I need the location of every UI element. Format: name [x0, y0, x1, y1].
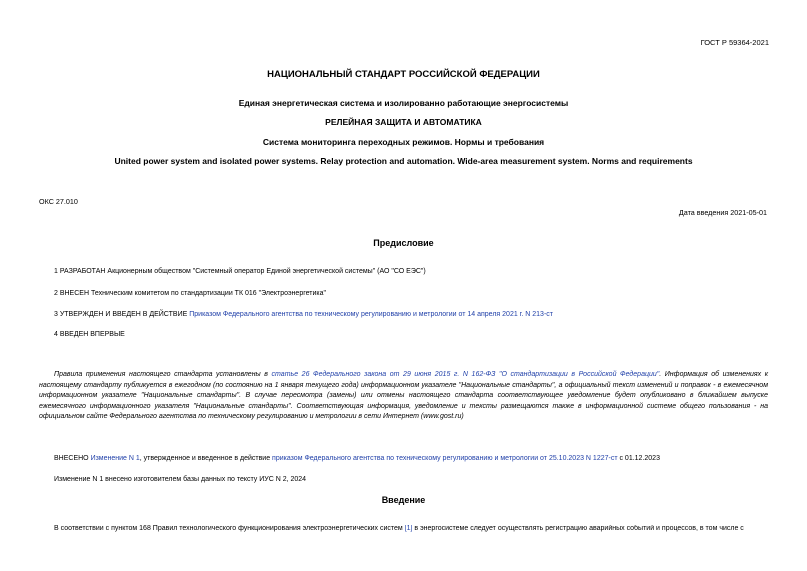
amendment-line — [54, 455, 660, 462]
rules-text-2: . Информация об изменениях к настоящему стандарту публикуется в ежегодном (по состоянию на 1 января текущего года) информационном указателе "Национальные стандарты", а официальный текст изменений и поправок - в ежемесячном информационном указателе "Национальные стандарты". В случае пересмотра (замены) или отмены настоящего стандарта соответствующее уведомление будет опубликовано в ближайшем выпуске ежемесячного информационного указателя "Национальные стандарты". Соответствующая информация, уведомление и тексты размещаются также в информационной системе общего пользования - на официальном сайте Федерального агентства по техническому регулированию и метрологии в сети Интернет (www.gost.ru) — [39, 371, 768, 421]
introduction-text — [54, 525, 770, 532]
amendment-link[interactable]: Изменение N 1 — [90, 455, 140, 462]
preface-item-2: 2 ВНЕСЕН Техническим комитетом по стандартизации ТК 016 "Электроэнергетика" — [54, 290, 326, 297]
subtitle: Система мониторинга переходных режимов. Нормы и требования — [262, 137, 545, 147]
amendment-middle: , утвержденное и введенное в действие — [139, 455, 273, 462]
gost-number: ГОСТ Р 59364-2021 — [700, 38, 769, 47]
introduction-heading: Введение — [381, 495, 426, 505]
rules-text-1: Правила применения настоящего стандарта установлены в — [54, 371, 272, 378]
relay-title: РЕЛЕЙНАЯ ЗАЩИТА И АВТОМАТИКА — [325, 117, 482, 127]
preface-item-3 — [54, 311, 553, 318]
rules-paragraph — [39, 370, 768, 423]
amendment-order-link[interactable]: приказом Федерального агентства по техническому регулированию и метрологии от 25.10.2023 N 1227-ст — [272, 455, 618, 462]
preface-item-1: 1 РАЗРАБОТАН Акционерным обществом "Системный оператор Единой энергетической системы" (АО "СО ЕЭС") — [54, 268, 426, 275]
preface-item-3-text: 3 УТВЕРЖДЕН И ВВЕДЕН В ДЕЙСТВИЕ — [54, 311, 190, 318]
oks-code: ОКС 27.010 — [39, 197, 78, 206]
national-standard-title: НАЦИОНАЛЬНЫЙ СТАНДАРТ РОССИЙСКОЙ ФЕДЕРАЦИИ — [267, 69, 540, 80]
amendment-prefix: ВНЕСЕНО — [54, 455, 91, 462]
introduction-text-suffix: в энергосистеме следует осуществлять регистрацию аварийных событий и процессов, в том числе с — [412, 525, 744, 532]
federal-law-link[interactable]: статье 26 Федерального закона от 29 июня 2015 г. N 162-ФЗ "О стандартизации в Российской Федерации" — [271, 371, 660, 378]
reference-link[interactable]: [1] — [404, 525, 413, 532]
english-title: United power system and isolated power systems. Relay protection and automation. Wide-area measurement system. Norms and requirements — [114, 156, 693, 166]
amendment-note: Изменение N 1 внесено изготовителем базы данных по тексту ИУС N 2, 2024 — [54, 476, 307, 483]
amendment-suffix: с 01.12.2023 — [617, 455, 660, 462]
order-link[interactable]: Приказом Федерального агентства по техническому регулированию и метрологии от 14 апреля 2021 г. N 213-ст — [189, 311, 553, 318]
intro-date: Дата введения 2021-05-01 — [678, 208, 767, 217]
preface-item-4: 4 ВВЕДЕН ВПЕРВЫЕ — [54, 331, 125, 338]
introduction-text-prefix: В соответствии с пунктом 168 Правил технологического функционирования электроэнергетических систем — [54, 525, 405, 532]
preface-heading: Предисловие — [373, 238, 434, 248]
system-title: Единая энергетическая система и изолированно работающие энергосистемы — [238, 98, 569, 108]
